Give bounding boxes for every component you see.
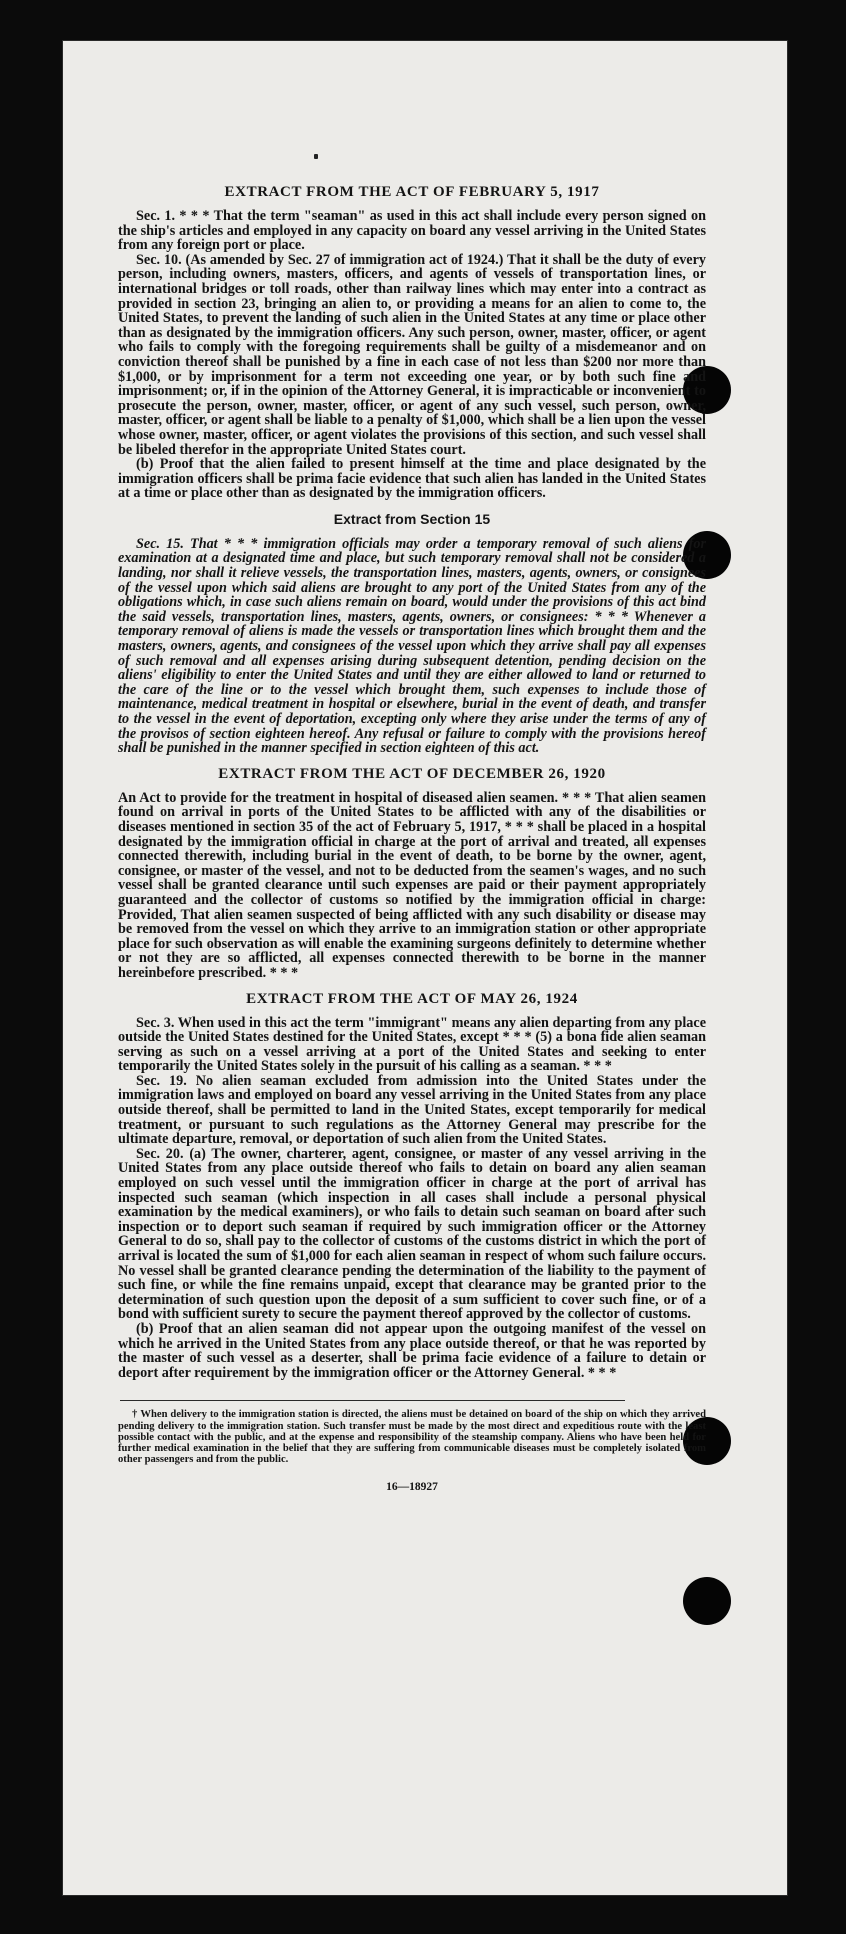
heading-section-15: Extract from Section 15 <box>333 510 491 527</box>
section-10-text: Sec. 10. (As amended by Sec. 27 of immigration act of 1924.) That it shall be the duty of every person, including owners, masters, officers, and agents of vessels of transportation lines, or international bridges or toll roads, other than railway lines which may enter into a contract as provided in section 23, bringing an alien to, or providing a means for an alien to come to, the United States, to prevent the landing of such alien in the United States at any time or place other than as designated by the immigration officers. Any such person, owner, master, officer, or agent who fails to comply with the foregoing requirements shall be guilty of a misdemeanor and on conviction thereof shall be punished by a fine in each case of not less than $200 nor more than $1,000, or by imprisonment for a term not exceeding one year, or by both such fine and imprisonment; or, if in the opinion of the Attorney General, it is impracticable or inconvenient to prosecute the person, owner, master, officer, or agent of any such vessel, such person, owner, master, officer, or agent shall be liable to a penalty of $1,000, which shall be a lien upon the vessel whose owner, master, officer, or agent violates the provisions of this section, and such vessel shall be libeled therefor in the appropriate United States court. <box>118 251 706 458</box>
heading-act-1924: EXTRACT FROM THE ACT OF MAY 26, 1924 <box>246 990 578 1007</box>
section-19-text: Sec. 19. No alien seaman excluded from admission into the United States under the immigration laws and employed on board any vessel arriving in the United States from any place outside thereof, shall be permitted to land in the United States, except temporarily for medical treatment, or pursuant to such regulations as the Attorney General may prescribe for the ultimate departure, removal, or deportation of such alien from the United States. <box>118 1072 706 1148</box>
section-3-text: Sec. 3. When used in this act the term "immigrant" means any alien departing from any place outside the United States destined for the United States, except * * * (5) a bona fide alien seaman serving as such on a vessel arriving at a port of the United States and seeking to enter temporarily the United States solely in the pursuit of his calling as a seaman. * * * <box>118 1014 706 1075</box>
section-15-text: Sec. 15. That * * * immigration officials may order a temporary removal of such aliens for examination at a designated time and place, but such temporary removal shall not be considered a landing, nor shall it relieve vessels, the transportation lines, masters, agents, owners, or consignees of the vessel upon which said aliens are brought to any port of the United States from any of the obligations which, in case such aliens remain on board, would under the provisions of this act bind the said vessels, transportation lines, masters, agents, owners, or consignees: * * * Whenever a temporary removal of aliens is made the vessels or transportation lines which brought them and the masters, owners, agents, and consignees of the vessel upon which they arrive shall pay all expenses of such removal and all expenses arising during subsequent detention, pending decision on the aliens' eligibility to enter the United States and until they are either allowed to land or returned to the care of the line or to the vessel which brought them, such expenses to include those of maintenance, medical treatment in hospital or elsewhere, burial in the event of death, and transfer to the vessel in the event of deportation, excepting only where they arise under the terms of any of the provisos of section eighteen hereof. Any refusal or failure to comply with the provisions hereof shall be punished in the manner specified in section eighteen of this act. <box>118 535 706 757</box>
form-code: 16—18927 <box>386 1481 438 1494</box>
document-body <box>118 142 706 1493</box>
section-20a-text: Sec. 20. (a) The owner, charterer, agent, consignee, or master of any vessel arriving in the United States from any place outside thereof who fails to detain on board any alien seaman employed on such vessel until the immigration officer in charge at the port of arrival has inspected such seaman (which inspection in all cases shall include a personal physical examination by the medical examiners), or who fails to detain such seaman on board after such inspection or to deport such seaman if required by such immigration officer or the Attorney General to do so, shall pay to the collector of customs of the customs district in which the port of arrival is located the sum of $1,000 for each alien seaman in respect of whom such failure occurs. No vessel shall be granted clearance pending the determination of the liability to the payment of such fine, or while the fine remains unpaid, except that clearance may be granted prior to the determination of such question upon the deposit of a sum sufficient to cover such fine, or of a bond with sufficient surety to secure the payment thereof approved by the collector of customs. <box>118 1145 706 1323</box>
footnote-text: † When delivery to the immigration station is directed, the aliens must be detained on board of the ship on which they arrived pending delivery to the immigration station. Such transfer must be made by the most direct and expeditious route with the least possible contact with the public, and at the expense and responsibility of the steamship company. Aliens who have been held for further medical examination in the belief that they are suffering from communicable diseases must be completely isolated from other passengers and from the public. <box>118 1409 706 1466</box>
heading-act-1917: EXTRACT FROM THE ACT OF FEBRUARY 5, 1917 <box>224 184 600 200</box>
footnote-divider <box>120 1400 625 1401</box>
section-1-text: Sec. 1. * * * That the term "seaman" as used in this act shall include every person signed on the ship's articles and employed in any capacity on board any vessel arriving in the United States from any foreign port or place. <box>118 208 706 254</box>
punch-hole-4 <box>683 1577 731 1625</box>
heading-act-1920: EXTRACT FROM THE ACT OF DECEMBER 26, 1920 <box>218 765 606 782</box>
section-20b-text: (b) Proof that an alien seaman did not appear upon the outgoing manifest of the vessel on which he arrived in the United States from any place outside thereof, or that he was reported by the master of such vessel as a deserter, shall be prima facie evidence of a failure to detain or deport after requirement by the immigration officer or the Attorney General. * * * <box>118 1320 706 1381</box>
act-1920-text: An Act to provide for the treatment in hospital of diseased alien seamen. * * * That alien seamen found on arrival in ports of the United States to be afflicted with any of the disabilities or diseases mentioned in section 35 of the act of February 5, 1917, * * * shall be placed in a hospital designated by the immigration official in charge at the port of arrival and treated, all expenses connected therewith, including burial in the event of death, to be borne by the owner, agent, consignee, or master of the vessel, and not to be deducted from the seamen's wages, and no such vessel shall be granted clearance until such expenses are paid or their payment appropriately guaranteed and the collector of customs so notified by the immigration official in charge: Provided, That alien seamen suspected of being afflicted with any such disability or disease may be removed from the vessel on which they arrive to an immigration station or other appropriate place for such observation as will enable the examining surgeons definitely to determine whether or not they are so afflicted, all expenses connected therewith to be borne in the manner hereinbefore prescribed. * * * <box>118 789 706 981</box>
section-10b-text: (b) Proof that the alien failed to present himself at the time and place designated by the immigration officers shall be prima facie evidence that such alien has landed in the United States at a time or place other than as designated by the immigration officers. <box>118 456 706 502</box>
